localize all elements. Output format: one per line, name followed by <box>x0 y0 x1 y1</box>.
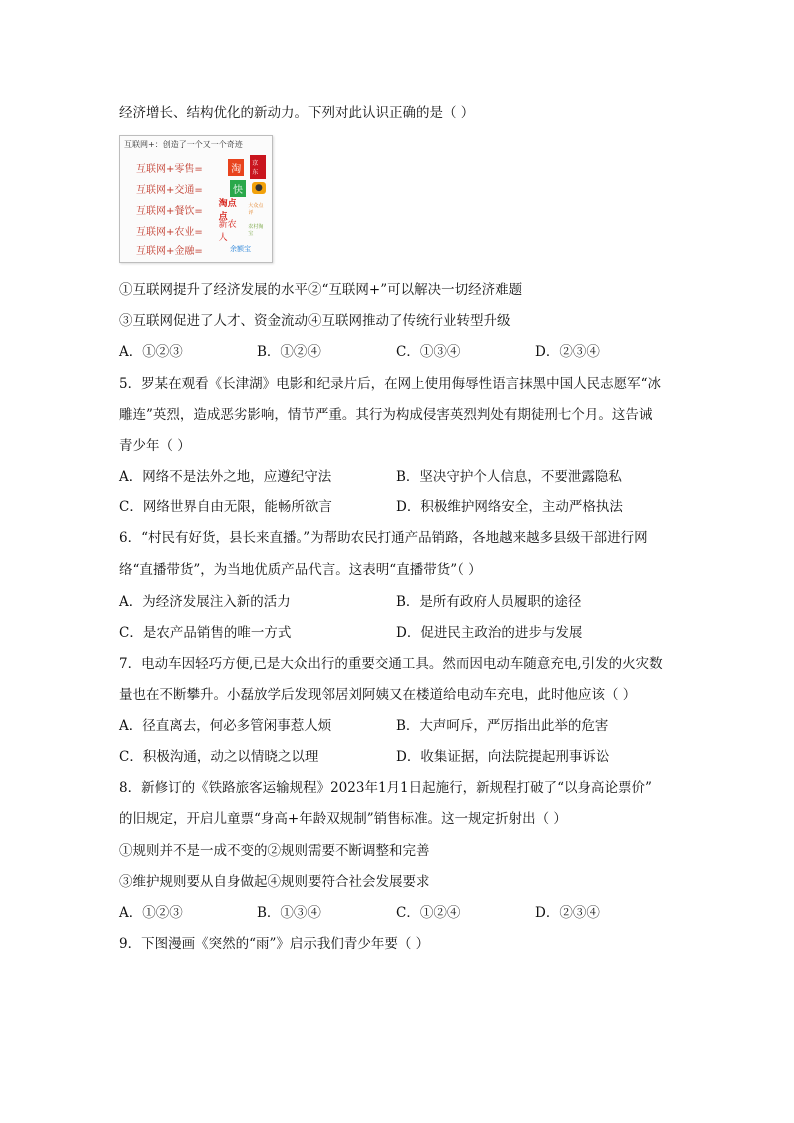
didi-logo-icon: ● <box>252 182 266 194</box>
q5-stem-line-3: 青少年（ ） <box>119 438 191 454</box>
taodiandian-logo-icon: 淘点点 <box>218 199 237 222</box>
q8-option-c[interactable]: C．①②④ <box>396 905 461 921</box>
figure-row <box>136 240 257 258</box>
figure-row <box>136 158 272 176</box>
nongcun-taobao-logo-icon: 农村淘宝 <box>248 224 264 237</box>
q8-option-a[interactable]: A．①②③ <box>119 905 183 921</box>
figure-title: 互联网+：创造了一个又一个奇迹 <box>124 140 243 149</box>
figure-row-label: 互联网+餐饮= <box>136 205 203 217</box>
q8-statement-2: ③维护规则要从自身做起④规则要符合社会发展要求 <box>119 874 430 890</box>
xinnongren-logo-icon: 新农人 <box>218 220 237 243</box>
q8-stem-line-2: 的旧规定，开启儿童票“身高+年龄双规制”销售标准。这一规定折射出（ ） <box>119 811 567 827</box>
kuaidi-logo-icon: 快 <box>230 180 246 197</box>
q7-stem-line-2: 量也在不断攀升。小磊放学后发现邻居刘阿姨又在楼道给电动车充电，此时他应该（ ） <box>119 687 637 703</box>
q7-option-c[interactable]: C．积极沟通，动之以情晓之以理 <box>119 749 319 765</box>
internet-plus-figure <box>119 135 273 263</box>
q8-option-d[interactable]: D．②③④ <box>535 905 600 921</box>
q6-option-b[interactable]: B．是所有政府人员履职的途径 <box>396 594 582 610</box>
figure-row-label: 互联网+农业= <box>136 226 203 238</box>
q5-stem-line-1: 5．罗某在观看《长津湖》电影和纪录片后，在网上使用侮辱性语言抹黑中国人民志愿军“冰 <box>119 376 661 392</box>
q7-option-a[interactable]: A．径直离去，何必多管闲事惹人烦 <box>119 718 332 734</box>
q6-stem-line-1: 6．“村民有好货，县长来直播。”为帮助农民打通产品销路，各地越来越多县级干部进行网 <box>119 530 648 546</box>
q5-option-d[interactable]: D．积极维护网络安全，主动严格执法 <box>396 499 623 515</box>
q6-option-c[interactable]: C．是农产品销售的唯一方式 <box>119 625 292 641</box>
q5-option-a[interactable]: A．网络不是法外之地，应遵纪守法 <box>119 469 332 485</box>
q5-option-b[interactable]: B．坚决守护个人信息，不要泄露隐私 <box>396 469 622 485</box>
q6-option-a[interactable]: A．为经济发展注入新的活力 <box>119 594 291 610</box>
q7-option-d[interactable]: D．收集证据，向法院提起刑事诉讼 <box>396 749 610 765</box>
q4-option-c[interactable]: C．①③④ <box>396 344 461 360</box>
figure-row <box>136 179 272 197</box>
q4-statement-1: ①互联网提升了经济发展的水平②“互联网+”可以解决一切经济难题 <box>119 282 523 298</box>
jd-logo-icon: 京东 <box>250 155 266 179</box>
q5-option-c[interactable]: C．网络世界自由无限，能畅所欲言 <box>119 499 332 515</box>
q6-option-d[interactable]: D．促进民主政治的进步与发展 <box>396 625 583 641</box>
q8-stem-line-1: 8．新修订的《铁路旅客运输规程》2023年1月1日起施行，新规程打破了“以身高论票价” <box>119 780 652 796</box>
figure-row-label: 互联网+零售= <box>136 163 203 175</box>
q4-option-b[interactable]: B．①②④ <box>257 344 321 360</box>
q6-stem-line-2: 络“直播带货”，为当地优质产品代言。这表明“直播带货”（ ） <box>119 562 482 578</box>
q8-option-b[interactable]: B．①③④ <box>257 905 321 921</box>
q5-stem-line-2: 雕连”英烈，造成恶劣影响，情节严重。其行为构成侵害英烈判处有期徒刑七个月。这告诫 <box>119 407 653 423</box>
q8-statement-1: ①规则并不是一成不变的②规则需要不断调整和完善 <box>119 843 430 859</box>
q9-stem-line-1: 9．下图漫画《突然的“雨”》启示我们青少年要（ ） <box>119 936 430 952</box>
q7-option-b[interactable]: B．大声呵斥，严厉指出此举的危害 <box>396 718 609 734</box>
figure-row-label: 互联网+交通= <box>136 184 203 196</box>
q4-option-a[interactable]: A．①②③ <box>119 344 183 360</box>
figure-row <box>136 220 272 243</box>
q4-statement-2: ③互联网促进了人才、资金流动④互联网推动了传统行业转型升级 <box>119 313 511 329</box>
taobao-logo-icon: 淘 <box>228 159 244 176</box>
q4-stem-line: 经济增长、结构优化的新动力。下列对此认识正确的是（ ） <box>119 105 475 121</box>
q7-stem-line-1: 7．电动车因轻巧方便,已是大众出行的重要交通工具。然而因电动车随意充电,引发的火灾数 <box>119 656 663 672</box>
yuebao-logo-icon: 余额宝 <box>230 245 251 253</box>
dianping-logo-icon: 大众点评 <box>248 203 264 216</box>
figure-row <box>136 199 272 222</box>
figure-row-label: 互联网+金融= <box>136 245 203 257</box>
q4-option-d[interactable]: D．②③④ <box>535 344 600 360</box>
